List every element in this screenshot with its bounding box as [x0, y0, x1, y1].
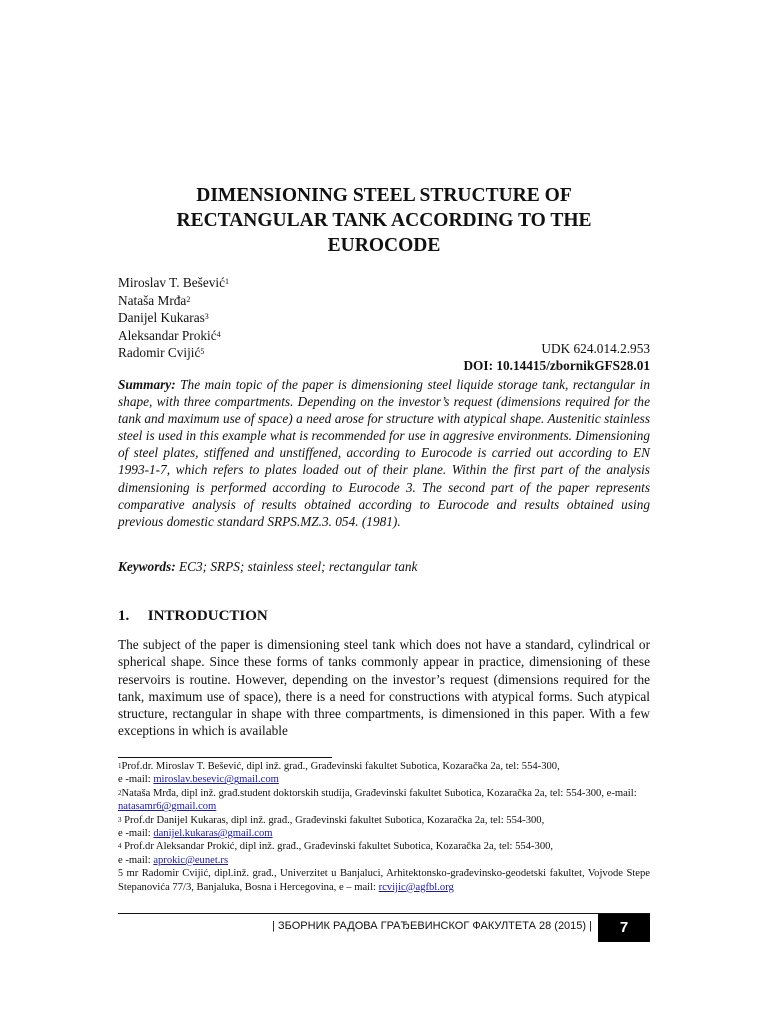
author: Radomir Cvijić$^5$: [118, 345, 205, 361]
udk-code: UDK 624.014.2.953: [541, 341, 650, 356]
footnote-divider: [118, 757, 332, 758]
keywords-label: Keywords:: [118, 559, 176, 574]
footnotes: [118, 760, 650, 894]
paper-title: [118, 183, 650, 258]
footnote: $^2$Nataša Mrđa, dipl inž. građ.student doktorskih studija, Građevinski fakultet Subotica, Kozaračka 2a, tel: 554-300, e-mail: natasamr6@gmail.com: [118, 787, 637, 813]
section-heading: [118, 608, 268, 625]
keywords-text: EC3; SRPS; stainless steel; rectangular tank: [178, 559, 418, 574]
page-number: 7: [598, 914, 650, 942]
keywords: [118, 559, 650, 575]
doi: DOI: 10.14415/zbornikGFS28.01: [463, 358, 650, 373]
section-title: INTRODUCTION: [147, 608, 268, 624]
email-link[interactable]: aprokic@eunet.rs: [153, 854, 229, 866]
email-link[interactable]: danijel.kukaras@gmail.com: [153, 828, 273, 840]
title-line: DIMENSIONING STEEL STRUCTURE OF: [196, 185, 572, 206]
title-line: RECTANGULAR TANK ACCORDING TO THE: [176, 210, 592, 231]
intro-paragraph: The subject of the paper is dimensioning steel tank which does not have a standard, cylindrical or spherical shape. Since these forms of tanks commonly appear in practice, dimensioning of these reservoirs is routine. However, depending on the investor’s request (dimensions required for the tank, maximum use of space), there is a need for constructions with atypical forms. Such atypical structure, rectangular in shape with three compartments, is dimensioned in this paper. With a few exceptions in which is available: [118, 637, 650, 739]
journal-name: | ЗБОРНИК РАДОВА ГРАЂЕВИНСКОГ ФАКУЛТЕТА 28 (2015) |: [272, 920, 592, 932]
author-list: [118, 274, 229, 362]
email-link[interactable]: miroslav.besevic@gmail.com: [153, 774, 279, 786]
footnote: $^1$Prof.dr. Miroslav T. Bešević, dipl inž. građ., Građevinski fakultet Subotica, Kozaračka 2a, tel: 554-300, e -mail: miroslav.besevic@gmail.com: [118, 761, 560, 786]
title-line: EUROCODE: [327, 235, 441, 256]
classification-block: [463, 340, 650, 374]
footnote: 5 mr Radomir Cvijić, dipl.inž. građ., Univerzitet u Banjaluci, Arhitektonsko-građevinsko-geodetski fakultet, Vojvode Stepe Stepanovića 77/3, Banjaluka, Bosna i Hercegovina, e – mail: rcvijic@agfbl.org: [118, 868, 651, 893]
author: Miroslav T. Bešević$^1$: [118, 275, 229, 290]
email-link[interactable]: rcvijic@agfbl.org: [378, 881, 454, 893]
abstract: [118, 376, 650, 530]
email-link[interactable]: natasamr6@gmail.com: [118, 801, 217, 813]
summary-text: The main topic of the paper is dimensioning steel liquide storage tank, rectangular in shape, with three compartments. Depending on the investor’s request (dimensions required for the tank and maximum use of space) a need arose for structure with atypical shape. Austenitic stainless steel is used in this example what is recommended for use in aggresive environments. Dimensioning of steel plates, stiffened and unstiffened, according to Eurocode is carried out according to EN 1993-1-7, which refers to plates loaded out of their plane. Within the first part of the analysis dimensioning is performed according to Eurocode 3. The second part of the paper represents comparative analysis of results obtained according to Eurocode and results obtained using previous domestic standard SRPS.MZ.3. 054. (1981).: [118, 377, 651, 529]
footnote: $^4$ Prof.dr Aleksandar Prokić, dipl inž. građ., Građevinski fakultet Subotica, Kozaračka 2a, tel: 554-300, e -mail: aprokic@eunet.rs: [118, 841, 554, 866]
author: Aleksandar Prokić$^4$: [118, 327, 221, 343]
footer-rule: [118, 913, 650, 914]
author: Danijel Kukaras$^3$: [118, 310, 209, 326]
section-number: 1.: [118, 608, 130, 624]
summary-label: Summary:: [118, 377, 176, 392]
author: Nataša Mrđa$^2$: [118, 292, 191, 308]
footnote: $^3$ Prof.dr Danijel Kukaras, dipl inž. građ., Građevinski fakultet Subotica, Kozaračka 2a, tel: 554-300, e -mail: danijel.kukaras@gmail.com: [118, 814, 545, 840]
